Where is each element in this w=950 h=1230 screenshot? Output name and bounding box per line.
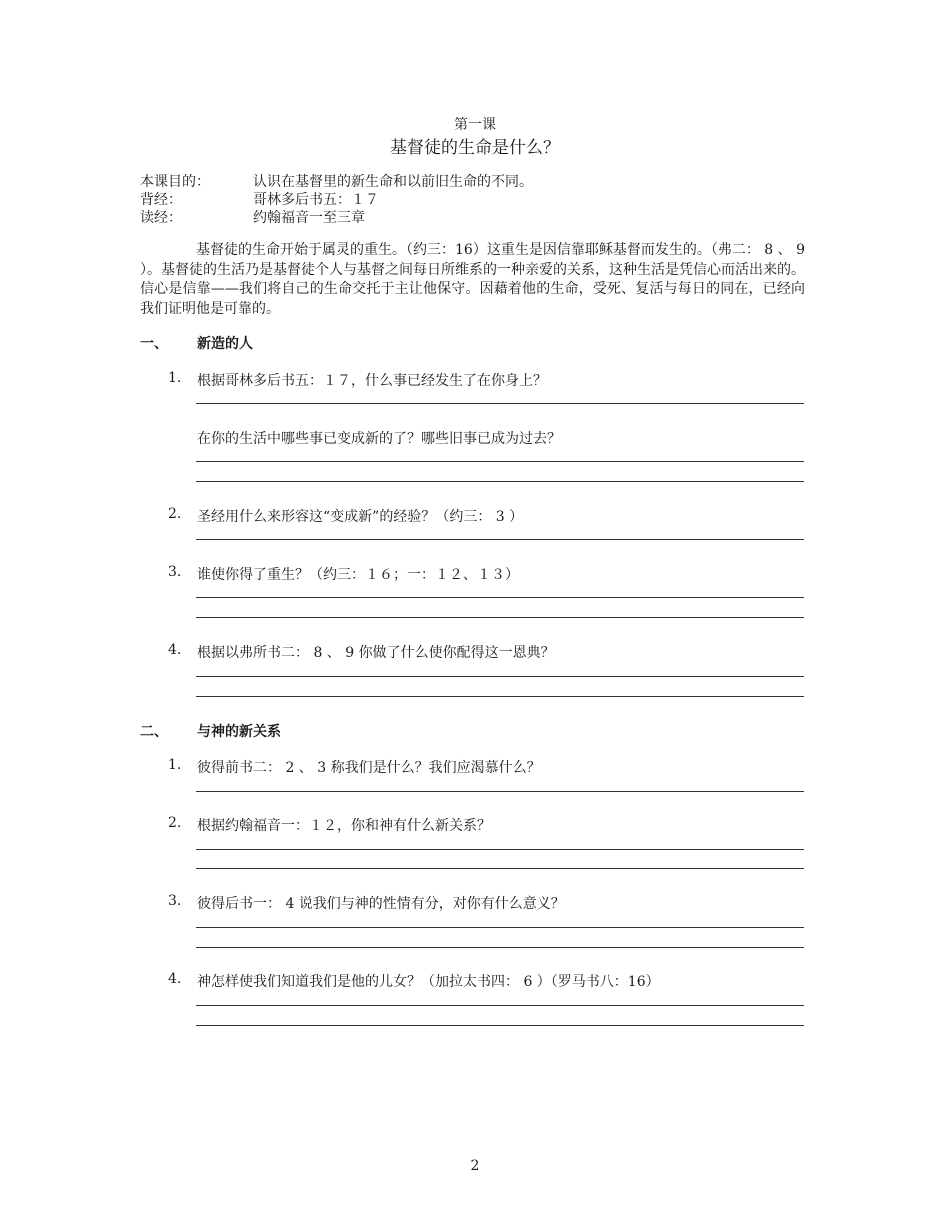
answer-line[interactable] <box>196 1005 804 1006</box>
answer-line[interactable] <box>196 947 804 948</box>
answer-line[interactable] <box>196 927 804 928</box>
section-title: 新造的人 <box>197 336 253 352</box>
question-number: 3. <box>168 893 182 909</box>
answer-line[interactable] <box>196 791 804 792</box>
question-text: 根据哥林多后书五：１７，什么事已经发生了在你身上？ <box>197 373 547 389</box>
answer-line[interactable] <box>196 1025 804 1026</box>
question-item <box>140 893 805 913</box>
meta-value: 约翰福音一至三章 <box>253 210 365 226</box>
question-number: 2. <box>168 506 182 522</box>
question-number: 1. <box>168 757 182 773</box>
meta-value: 哥林多后书五：１７ <box>253 192 379 208</box>
question-item <box>140 428 805 448</box>
question-number: 1. <box>168 370 182 386</box>
answer-line[interactable] <box>196 597 804 598</box>
question-item <box>140 506 805 526</box>
lesson-number: 第一课 <box>454 117 496 133</box>
question-item <box>140 757 805 777</box>
answer-line[interactable] <box>196 403 804 404</box>
answer-line[interactable] <box>196 868 804 869</box>
section-number: 一、 <box>140 336 168 352</box>
question-number: 2. <box>168 815 182 831</box>
question-item <box>140 971 805 991</box>
section-number: 二、 <box>140 724 168 740</box>
answer-line[interactable] <box>196 696 804 697</box>
meta-value: 认识在基督里的新生命和以前旧生命的不同。 <box>253 174 533 190</box>
question-text: 在你的生活中哪些事已变成新的了？哪些旧事已成为过去？ <box>197 431 561 447</box>
question-item <box>140 642 805 662</box>
question-item <box>140 370 805 390</box>
question-number: 4. <box>168 642 182 658</box>
question-text: 彼得后书一： 4 说我们与神的性情有分，对你有什么意义？ <box>197 896 565 912</box>
question-text: 根据约翰福音一：１２，你和神有什么新关系？ <box>197 818 491 834</box>
meta-label: 本课目的： <box>140 174 210 190</box>
question-text: 根据以弗所书二： 8 、 9 你做了什么使你配得这一恩典？ <box>197 645 555 661</box>
answer-line[interactable] <box>196 849 804 850</box>
intro-paragraph: 基督徒的生命开始于属灵的重生。（约三：16）这重生是因信靠耶稣基督而发生的。（弗二： 8 、 9 ）。基督徒的生活乃是基督徒个人与基督之间每日所维系的一种亲爱的关系，这种生活是凭信心而活出来的。信心是信靠——我们将自己的生命交托于主让他保守。因藉着他的生命，受死、复活与每日的同在，已经向我们证明他是可靠的。 <box>140 242 805 317</box>
question-item <box>140 815 805 835</box>
question-text: 彼得前书二： 2 、 3 称我们是什么？我们应渴慕什么？ <box>197 760 541 776</box>
question-number: 3. <box>168 564 182 580</box>
lesson-title: 基督徒的生命是什么？ <box>390 138 560 158</box>
question-text: 圣经用什么来形容这“变成新”的经验？（约三： 3 ） <box>197 509 524 525</box>
meta-label: 背经： <box>140 192 182 208</box>
question-text: 神怎样使我们知道我们是他的儿女？（加拉太书四： 6 ）（罗马书八：16） <box>197 974 660 990</box>
question-item <box>140 564 805 584</box>
answer-line[interactable] <box>196 461 804 462</box>
answer-line[interactable] <box>196 676 804 677</box>
answer-line[interactable] <box>196 617 804 618</box>
answer-line[interactable] <box>196 539 804 540</box>
section-title: 与神的新关系 <box>197 724 281 740</box>
page-number: 2 <box>470 1158 480 1174</box>
question-number: 4. <box>168 971 182 987</box>
question-text: 谁使你得了重生？（约三：１６；一：１２、１３） <box>197 567 519 583</box>
meta-label: 读经： <box>140 210 182 226</box>
answer-line[interactable] <box>196 481 804 482</box>
